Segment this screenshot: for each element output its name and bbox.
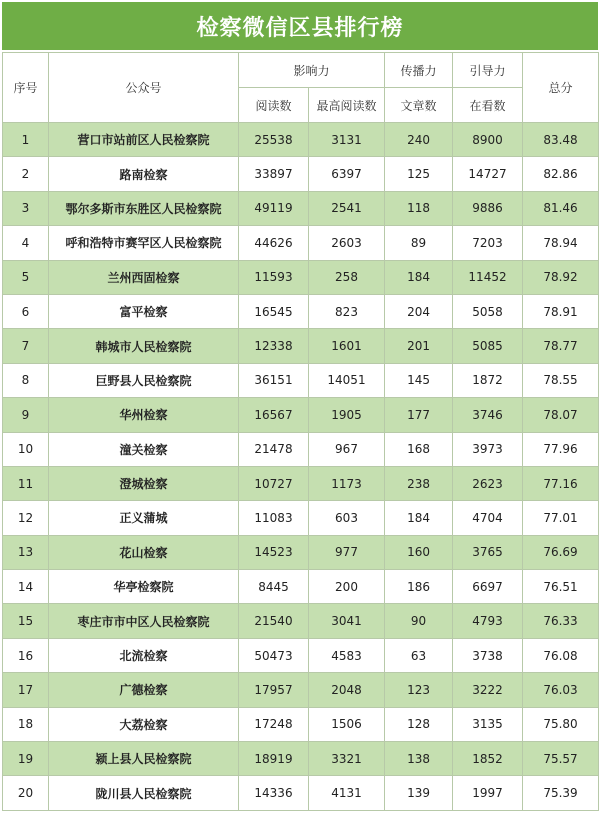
cell-score: 83.48 <box>523 123 599 157</box>
table-row <box>3 432 599 466</box>
cell-watching: 6697 <box>453 570 523 604</box>
cell-score: 75.80 <box>523 707 599 741</box>
header-total: 总分 <box>523 53 599 123</box>
cell-reads: 11083 <box>239 501 309 535</box>
cell-account-name: 陇川县人民检察院 <box>49 776 239 810</box>
cell-account-name: 路南检察 <box>49 157 239 191</box>
cell-watching: 3135 <box>453 707 523 741</box>
table-row <box>3 570 599 604</box>
header-account: 公众号 <box>49 53 239 123</box>
cell-account-name: 富平检察 <box>49 294 239 328</box>
cell-score: 76.03 <box>523 673 599 707</box>
cell-watching: 3738 <box>453 638 523 672</box>
cell-account-name: 大荔检察 <box>49 707 239 741</box>
cell-account-name: 北流检察 <box>49 638 239 672</box>
cell-watching: 7203 <box>453 226 523 260</box>
cell-articles: 128 <box>385 707 453 741</box>
cell-rank: 10 <box>3 432 49 466</box>
cell-articles: 168 <box>385 432 453 466</box>
cell-reads: 44626 <box>239 226 309 260</box>
cell-max-reads: 4583 <box>309 638 385 672</box>
table-row <box>3 638 599 672</box>
cell-watching: 3746 <box>453 398 523 432</box>
cell-watching: 11452 <box>453 260 523 294</box>
cell-max-reads: 1905 <box>309 398 385 432</box>
cell-rank: 16 <box>3 638 49 672</box>
table-body <box>3 123 599 811</box>
cell-score: 78.77 <box>523 329 599 363</box>
table-row <box>3 776 599 810</box>
header-articles: 文章数 <box>385 88 453 123</box>
cell-account-name: 广德检察 <box>49 673 239 707</box>
cell-account-name: 呼和浩特市赛罕区人民检察院 <box>49 226 239 260</box>
cell-watching: 8900 <box>453 123 523 157</box>
cell-reads: 16545 <box>239 294 309 328</box>
table-row <box>3 226 599 260</box>
cell-max-reads: 977 <box>309 535 385 569</box>
cell-rank: 15 <box>3 604 49 638</box>
cell-max-reads: 4131 <box>309 776 385 810</box>
cell-articles: 125 <box>385 157 453 191</box>
cell-watching: 14727 <box>453 157 523 191</box>
cell-watching: 3222 <box>453 673 523 707</box>
cell-articles: 186 <box>385 570 453 604</box>
table-row <box>3 191 599 225</box>
cell-account-name: 正义蒲城 <box>49 501 239 535</box>
cell-max-reads: 6397 <box>309 157 385 191</box>
cell-account-name: 鄂尔多斯市东胜区人民检察院 <box>49 191 239 225</box>
cell-account-name: 华州检察 <box>49 398 239 432</box>
cell-score: 77.01 <box>523 501 599 535</box>
table-row <box>3 123 599 157</box>
table-row <box>3 398 599 432</box>
cell-score: 75.39 <box>523 776 599 810</box>
cell-articles: 89 <box>385 226 453 260</box>
table-header <box>3 53 599 123</box>
cell-account-name: 兰州西固检察 <box>49 260 239 294</box>
table-row <box>3 535 599 569</box>
cell-account-name: 华亭检察院 <box>49 570 239 604</box>
cell-max-reads: 2603 <box>309 226 385 260</box>
header-guidance: 引导力 <box>453 53 523 88</box>
table-row <box>3 363 599 397</box>
cell-account-name: 花山检察 <box>49 535 239 569</box>
cell-articles: 184 <box>385 501 453 535</box>
table-row <box>3 707 599 741</box>
table-row <box>3 742 599 776</box>
cell-reads: 18919 <box>239 742 309 776</box>
header-watching: 在看数 <box>453 88 523 123</box>
cell-score: 78.07 <box>523 398 599 432</box>
cell-score: 77.96 <box>523 432 599 466</box>
cell-rank: 20 <box>3 776 49 810</box>
table-row <box>3 501 599 535</box>
page-title: 检察微信区县排行榜 <box>2 2 598 50</box>
cell-score: 78.55 <box>523 363 599 397</box>
cell-max-reads: 3041 <box>309 604 385 638</box>
cell-max-reads: 200 <box>309 570 385 604</box>
cell-reads: 16567 <box>239 398 309 432</box>
cell-rank: 17 <box>3 673 49 707</box>
cell-score: 81.46 <box>523 191 599 225</box>
cell-max-reads: 603 <box>309 501 385 535</box>
cell-watching: 3765 <box>453 535 523 569</box>
header-spread: 传播力 <box>385 53 453 88</box>
cell-reads: 14523 <box>239 535 309 569</box>
cell-watching: 3973 <box>453 432 523 466</box>
cell-rank: 3 <box>3 191 49 225</box>
cell-score: 78.91 <box>523 294 599 328</box>
cell-rank: 5 <box>3 260 49 294</box>
cell-watching: 1852 <box>453 742 523 776</box>
table-row <box>3 604 599 638</box>
table-row <box>3 329 599 363</box>
cell-reads: 33897 <box>239 157 309 191</box>
cell-reads: 21540 <box>239 604 309 638</box>
cell-rank: 7 <box>3 329 49 363</box>
cell-score: 78.94 <box>523 226 599 260</box>
cell-articles: 63 <box>385 638 453 672</box>
cell-rank: 6 <box>3 294 49 328</box>
cell-rank: 19 <box>3 742 49 776</box>
cell-rank: 8 <box>3 363 49 397</box>
cell-max-reads: 3131 <box>309 123 385 157</box>
cell-account-name: 澄城检察 <box>49 466 239 500</box>
cell-rank: 1 <box>3 123 49 157</box>
cell-articles: 123 <box>385 673 453 707</box>
cell-score: 75.57 <box>523 742 599 776</box>
cell-account-name: 潼关检察 <box>49 432 239 466</box>
cell-rank: 4 <box>3 226 49 260</box>
cell-watching: 4704 <box>453 501 523 535</box>
table-row <box>3 673 599 707</box>
cell-max-reads: 1506 <box>309 707 385 741</box>
table-row <box>3 294 599 328</box>
cell-max-reads: 823 <box>309 294 385 328</box>
cell-reads: 12338 <box>239 329 309 363</box>
cell-articles: 160 <box>385 535 453 569</box>
cell-rank: 12 <box>3 501 49 535</box>
cell-articles: 238 <box>385 466 453 500</box>
cell-articles: 177 <box>385 398 453 432</box>
cell-articles: 145 <box>385 363 453 397</box>
cell-articles: 240 <box>385 123 453 157</box>
cell-account-name: 巨野县人民检察院 <box>49 363 239 397</box>
cell-articles: 184 <box>385 260 453 294</box>
cell-max-reads: 1601 <box>309 329 385 363</box>
cell-score: 78.92 <box>523 260 599 294</box>
cell-max-reads: 3321 <box>309 742 385 776</box>
cell-rank: 11 <box>3 466 49 500</box>
cell-articles: 201 <box>385 329 453 363</box>
table-row <box>3 157 599 191</box>
cell-watching: 1997 <box>453 776 523 810</box>
cell-rank: 13 <box>3 535 49 569</box>
cell-watching: 1872 <box>453 363 523 397</box>
cell-rank: 18 <box>3 707 49 741</box>
cell-articles: 118 <box>385 191 453 225</box>
cell-articles: 204 <box>385 294 453 328</box>
cell-account-name: 颍上县人民检察院 <box>49 742 239 776</box>
cell-score: 76.33 <box>523 604 599 638</box>
cell-account-name: 韩城市人民检察院 <box>49 329 239 363</box>
cell-max-reads: 258 <box>309 260 385 294</box>
cell-score: 76.51 <box>523 570 599 604</box>
cell-rank: 2 <box>3 157 49 191</box>
cell-reads: 14336 <box>239 776 309 810</box>
cell-score: 76.08 <box>523 638 599 672</box>
cell-articles: 138 <box>385 742 453 776</box>
cell-reads: 49119 <box>239 191 309 225</box>
cell-reads: 17248 <box>239 707 309 741</box>
header-rank: 序号 <box>3 53 49 123</box>
cell-watching: 9886 <box>453 191 523 225</box>
cell-rank: 14 <box>3 570 49 604</box>
cell-reads: 36151 <box>239 363 309 397</box>
ranking-table <box>2 52 599 811</box>
cell-reads: 10727 <box>239 466 309 500</box>
cell-reads: 8445 <box>239 570 309 604</box>
cell-articles: 139 <box>385 776 453 810</box>
header-reads: 阅读数 <box>239 88 309 123</box>
cell-account-name: 营口市站前区人民检察院 <box>49 123 239 157</box>
cell-watching: 4793 <box>453 604 523 638</box>
table-row <box>3 260 599 294</box>
cell-max-reads: 967 <box>309 432 385 466</box>
cell-max-reads: 2048 <box>309 673 385 707</box>
cell-reads: 50473 <box>239 638 309 672</box>
cell-score: 77.16 <box>523 466 599 500</box>
cell-reads: 11593 <box>239 260 309 294</box>
cell-watching: 5085 <box>453 329 523 363</box>
cell-watching: 5058 <box>453 294 523 328</box>
cell-score: 76.69 <box>523 535 599 569</box>
cell-max-reads: 14051 <box>309 363 385 397</box>
header-influence: 影响力 <box>239 53 385 88</box>
header-max-reads: 最高阅读数 <box>309 88 385 123</box>
table-row <box>3 466 599 500</box>
cell-rank: 9 <box>3 398 49 432</box>
cell-reads: 25538 <box>239 123 309 157</box>
cell-account-name: 枣庄市市中区人民检察院 <box>49 604 239 638</box>
cell-reads: 17957 <box>239 673 309 707</box>
cell-max-reads: 1173 <box>309 466 385 500</box>
cell-score: 82.86 <box>523 157 599 191</box>
cell-articles: 90 <box>385 604 453 638</box>
cell-reads: 21478 <box>239 432 309 466</box>
cell-watching: 2623 <box>453 466 523 500</box>
cell-max-reads: 2541 <box>309 191 385 225</box>
